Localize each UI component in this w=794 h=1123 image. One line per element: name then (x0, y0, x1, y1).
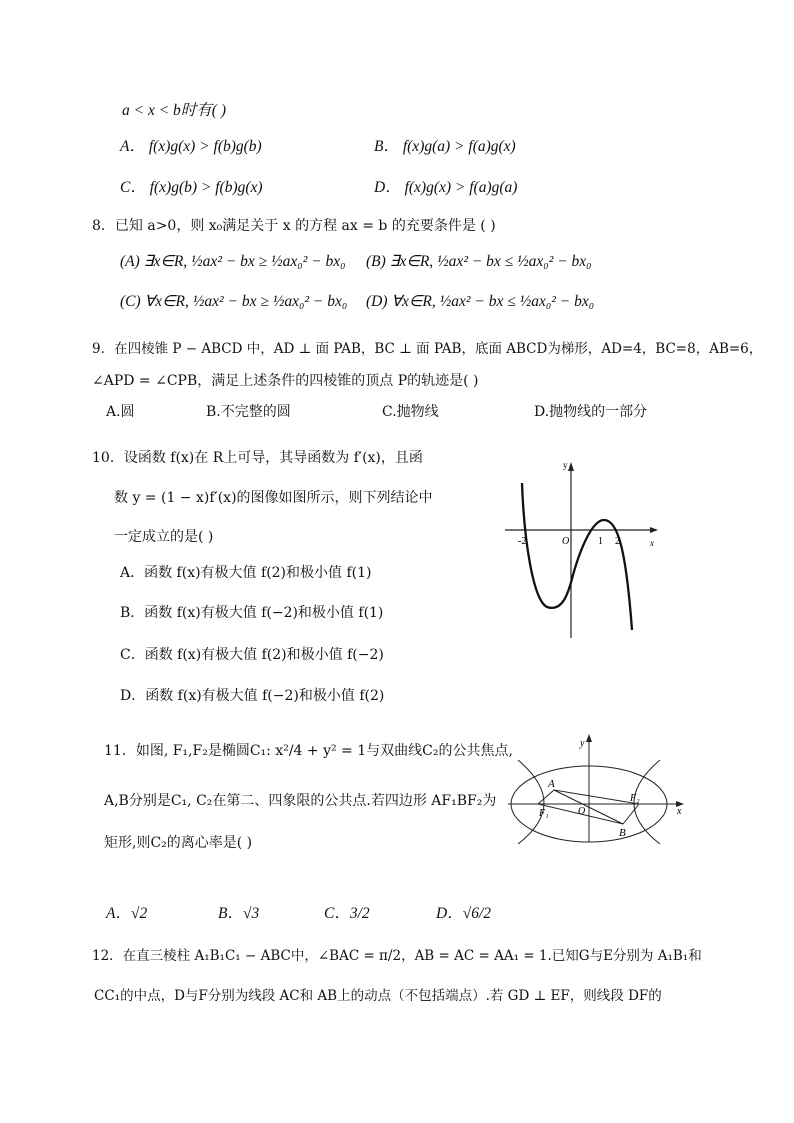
q10-graph-figure (500, 450, 665, 645)
q8-option-c: (C) ∀x∈R, ½ax² − bx ≥ ½ax₀² − bx₀ (120, 293, 348, 310)
q7-option-d: D． f(x)g(x) > f(a)g(a) (374, 179, 518, 196)
q10-x-arrow-icon (650, 527, 658, 533)
q11-label-y: y (580, 738, 585, 749)
q10-label-1: 1 (598, 536, 603, 547)
q10-option-b: B．函数 f(x)有极大值 f(−2)和极小值 f(1) (120, 605, 384, 621)
q8-stem: 8．已知 a>0，则 x₀满足关于 x 的方程 ax = b 的充要条件是 ( ) (92, 218, 496, 234)
q11-ellipse-hyperbola-figure (508, 732, 688, 844)
q11-option-b: B．√3 (218, 905, 260, 922)
q11-label-f2: F₂ (630, 793, 640, 804)
q11-label-b: B (619, 827, 626, 839)
q11-option-a: A．√2 (106, 905, 148, 922)
q7-option-b: B． f(x)g(a) > f(a)g(x) (374, 138, 516, 155)
q11-stem-line2: A,B分别是C₁, C₂在第二、四象限的公共点.若四边形 AF₁BF₂为 (104, 793, 497, 809)
q10-label-2: 2 (615, 536, 620, 547)
q12-stem-line2: CC₁的中点，D与F分别为线段 AC和 AB上的动点（不包括端点）.若 GD ⊥ EF，则线段 DF的 (94, 988, 662, 1004)
q9-option-a: A.圆 (106, 404, 135, 420)
q9-option-d: D.抛物线的一部分 (534, 404, 648, 420)
q11-label-a: A (548, 778, 555, 790)
q10-label-x: x (650, 538, 654, 548)
q9-stem-line1: 9．在四棱锥 P − ABCD 中，AD ⊥ 面 PAB，BC ⊥ 面 PAB，底面 ABCD为梯形，AD=4，BC=8，AB=6， (92, 341, 763, 357)
q11-stem-line3: 矩形,则C₂的离心率是( ) (104, 835, 253, 851)
q7-condition: a < x < b时有( ) (122, 102, 226, 119)
q11-option-d: D．√6/2 (436, 905, 492, 922)
q10-label-neg2: -2 (518, 536, 527, 547)
q7-option-a: A． f(x)g(x) > f(b)g(b) (120, 138, 262, 155)
q10-label-y: y (563, 460, 568, 470)
q11-stem-line1: 11．如图, F₁,F₂是椭圆C₁: x²/4 + y² = 1与双曲线C₂的公共焦点, (104, 743, 513, 759)
q10-option-d: D．函数 f(x)有极大值 f(−2)和极小值 f(2) (120, 688, 385, 704)
q9-option-b: B.不完整的圆 (206, 404, 291, 420)
q10-option-c: C．函数 f(x)有极大值 f(2)和极小值 f(−2) (120, 647, 384, 663)
q10-y-arrow-icon (568, 462, 574, 471)
q10-label-origin: O (562, 536, 570, 547)
q11-y-arrow-icon (586, 734, 592, 742)
q9-option-c: C.抛物线 (382, 404, 439, 420)
q11-label-f1: F₁ (539, 808, 549, 819)
q8-option-a: (A) ∃x∈R, ½ax² − bx ≥ ½ax₀² − bx₀ (120, 253, 346, 270)
q10-option-a: A．函数 f(x)有极大值 f(2)和极小值 f(1) (120, 565, 372, 581)
q9-stem-line2: ∠APD = ∠CPB，满足上述条件的四棱锥的顶点 P的轨迹是( ) (92, 373, 479, 389)
q12-stem-line1: 12．在直三棱柱 A₁B₁C₁ − ABC中，∠BAC = π/2，AB = AC = AA₁ = 1.已知G与E分别为 A₁B₁和 (92, 948, 702, 964)
q11-option-c: C．3/2 (324, 905, 370, 922)
q10-curve (522, 483, 632, 630)
q10-stem-line1: 10．设函数 f(x)在 R上可导，其导函数为 f′(x)，且函 (92, 450, 423, 466)
q11-label-o: O (578, 806, 586, 817)
q8-option-d: (D) ∀x∈R, ½ax² − bx ≤ ½ax₀² − bx₀ (366, 293, 595, 310)
q8-option-b: (B) ∃x∈R, ½ax² − bx ≤ ½ax₀² − bx₀ (366, 253, 592, 270)
q7-option-c: C． f(x)g(b) > f(b)g(x) (120, 179, 263, 196)
q11-label-x: x (677, 806, 682, 817)
q10-stem-line2: 数 y = (1 − x)f′(x)的图像如图所示，则下列结论中 (114, 490, 433, 506)
q10-stem-line3: 一定成立的是( ) (114, 529, 214, 545)
